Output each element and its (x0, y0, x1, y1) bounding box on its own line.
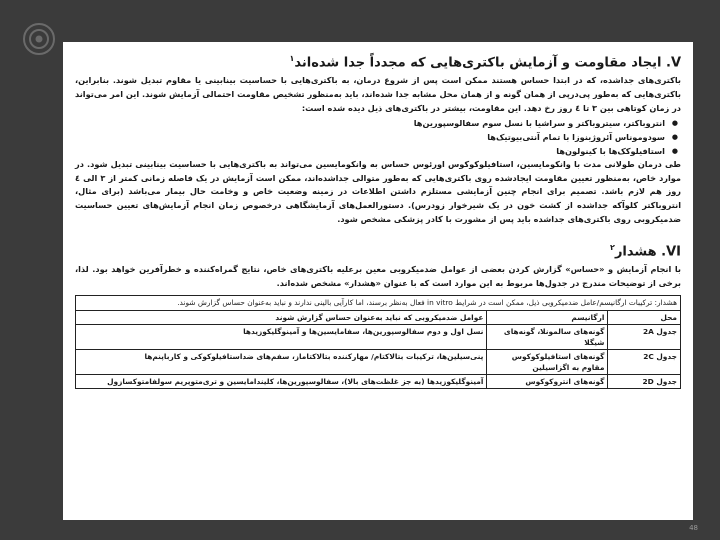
page-number: 48 (689, 524, 698, 532)
table-cell-organism: گونه‌های انتروکوکوس (487, 374, 608, 388)
column-header-agents: عوامل ضدمیکروبی که نباید به‌عنوان حساس گزارش شوند (76, 310, 487, 324)
table-cell-organism: گونه‌های سالمونلا، گونه‌های شیگلا (487, 324, 608, 349)
section5-paragraph1: باکتری‌های جداشده، که در ابتدا حساس هستند ممکن است پس از شروع درمان، به باکتری‌هایی با حساسیت بینابینی یا مقاوم تبدیل شوند. بنابراین، باکتری‌هایی که به‌طور پی‌درپی از همان گونه و از همان محل مشابه جدا شده‌اند، باید به‌منظور تشخیص مقاومت احتمالی آزمایش شوند. این امر می‌تواند در زمان کوتاهی بین ۳ تا ٤ روز رخ دهد. این مقاومت، بیشتر در باکتری‌های ذیل دیده شده است: (75, 75, 681, 113)
footnote-mark-2: ۲ (610, 242, 615, 252)
list-item: ● استافیلوکک‌ها با کینولون‌ها (75, 144, 665, 158)
table-cell-agents: پنی‌سیلین‌ها، ترکیبات بتالاکتام/ مهارکننده بتالاکتاماز، سفم‌های ضداستافیلوکوکی و کارباپنم‌ها (76, 349, 487, 374)
table-cell-location: جدول 2A (608, 324, 681, 349)
list-item: ● سودوموناس آئروژینوزا با تمام آنتی‌بیوتیک‌ها (75, 130, 665, 144)
document-page (63, 42, 693, 520)
section6-paragraph: با انجام آزمایش و «حساس» گزارش کردن بعضی از عوامل ضدمیکروبی معین برعلیه باکتری‌های خاص، نتایج گمراه‌کننده و خطرآفرین خواهد بود. لذا، برخی از توضیحات مندرج در جدول‌ها مربوط به این موارد است که با عنوان «هشدار» مشخص شده‌اند. (75, 264, 681, 288)
warning-table (75, 295, 681, 389)
table-row (76, 374, 681, 388)
column-header-organism: ارگانیسم (487, 310, 608, 324)
table-row (76, 349, 681, 374)
warning-header: هشدار: ترکیبات ارگانیسم/عامل ضدمیکروبی ذیل، ممکن است در شرایط in vitro فعال به‌نظر برسند، اما کارآیی بالینی ندارند و نباید به‌عنوان حساس گزارش شوند. (76, 295, 681, 310)
section6-title: VI. هشدار$^۲$ (610, 242, 681, 260)
table-cell-agents: آمینوگلیکوزیدها (به جز غلظت‌های بالا)، سفالوسپورین‌ها، کلیندامایسین و تری‌متوپریم سولفامتوکسازول (76, 374, 487, 388)
list-item: ● انتروباکتر، سیتروباکتر و سراشیا با نسل سوم سفالوسپورین‌ها (75, 116, 665, 130)
footnote-mark-1: ۱ (289, 54, 295, 63)
table-cell-location: جدول 2D (608, 374, 681, 388)
table-row (76, 324, 681, 349)
section5-paragraph2: طی درمان طولانی مدت با وانکومایسین، استافیلوکوکوس اورئوس حساس به وانکومایسین می‌تواند به باکتری‌هایی با حساسیت بینابینی تبدیل شود. در موارد خاص، به‌منظور تعیین مقاومت ایجادشده روی باکتری‌هایی که به‌طور متوالی جداشده‌اند، ممکن است آزمایش در یک فاصله زمانی کمتر از ۳ الی ٤ روز هم لازم باشد. تصمیم برای انجام چنین آزمایشی مستلزم داشتن اطلاعات در زمینه وضعیت خاص و وخامت حال بیمار می‌باشد (برای مثال، انتروباکتر کلوآکه جداشده از کشت خون در یک شیرخوار زودرس). دستورالعمل‌های آزمایشگاهی درخصوص زمان انجام آزمایش‌های تعیین حساسیت ضدمیکروبی روی باکتری‌های جداشده باید پس از مشورت با کادر پزشکی مشخص شود. (75, 158, 681, 224)
section5-title: V. ایجاد مقاومت و آزمایش باکتری‌هایی که مجدداً جدا شده‌اند$^۱$ (289, 54, 681, 71)
table-cell-agents: نسل اول و دوم سفالوسپورین‌ها، سفامایسین‌ها و آمینوگلیکوزیدها (76, 324, 487, 349)
column-header-location: محل (608, 310, 681, 324)
table-cell-location: جدول 2C (608, 349, 681, 374)
bullseye-logo-icon (22, 22, 56, 56)
table-cell-organism: گونه‌های استافیلوکوکوس مقاوم به اگزاسیلین (487, 349, 608, 374)
resistance-bullet-list (75, 116, 681, 158)
